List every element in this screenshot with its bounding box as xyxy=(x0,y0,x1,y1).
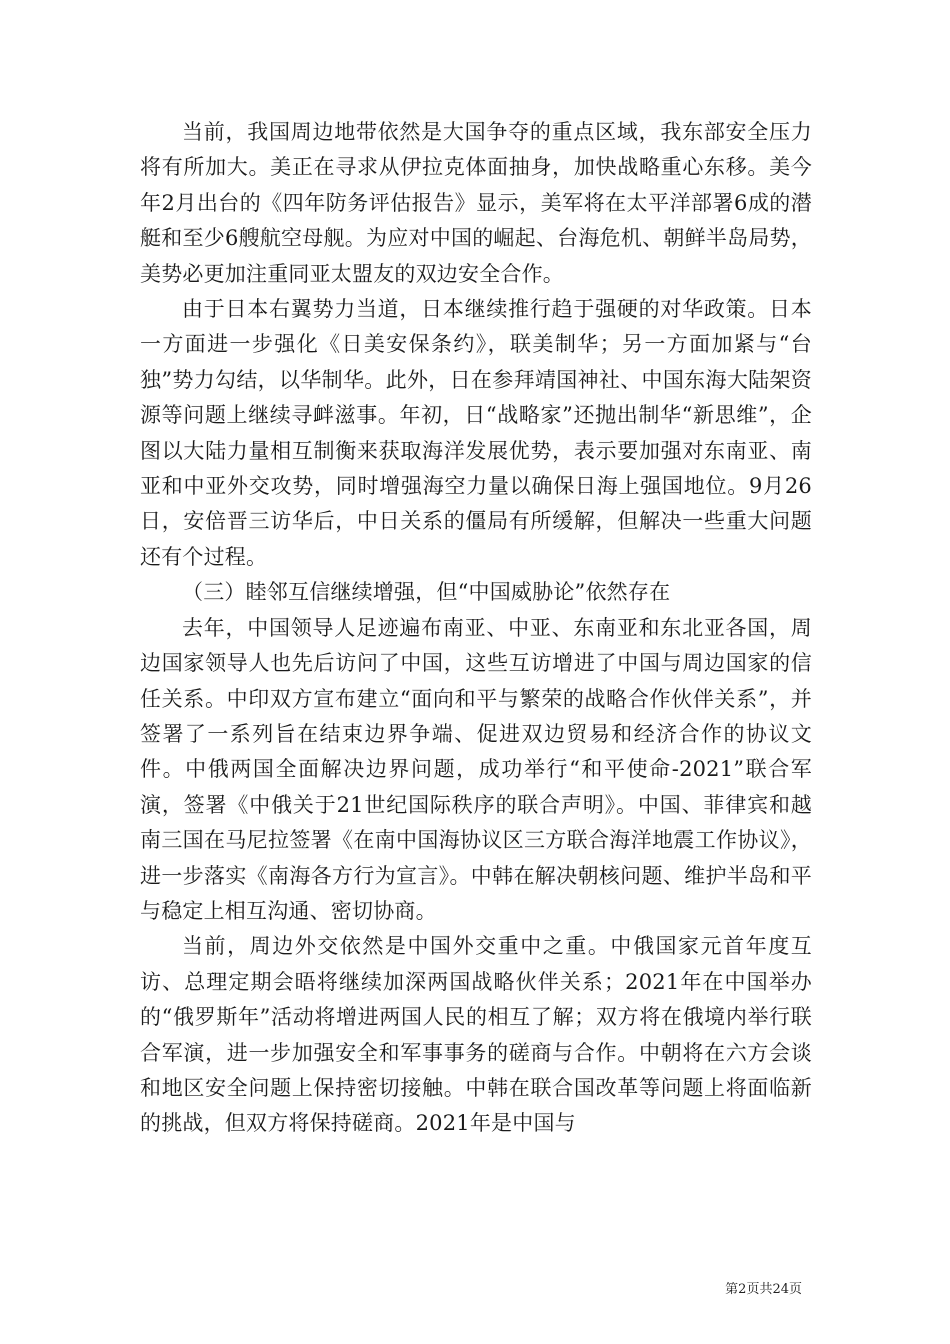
paragraph-neighbor-visits: 去年，中国领导人足迹遍布南亚、中亚、东南亚和东北亚各国，周边国家领导人也先后访问了中国，这些互访增进了中国与周边国家的信任关系。中印双方宣布建立“面向和平与繁荣的战略合作伙伴关系”，并签署了一系列旨在结束边界争端、促进双边贸易和经济合作的协议文件。中俄两国全面解决边界问题，成功举行“和平使命-2021”联合军演，签署《中俄关于21世纪国际秩序的联合声明》。中国、菲律宾和越南三国在马尼拉签署《在南中国海协议区三方联合海洋地震工作协议》，进一步落实《南海各方行为宣言》。中韩在解决朝核问题、维护半岛和平与稳定上相互沟通、密切协商。 xyxy=(140,615,812,923)
section-heading: （三）睦邻互信继续增强，但“中国威胁论”依然存在 xyxy=(182,580,671,605)
paragraph-us-strategy: 当前，我国周边地带依然是大国争夺的重点区域，我东部安全压力将有所加大。美正在寻求从伊拉克体面抽身，加快战略重心东移。美今年2月出台的《四年防务评估报告》显示，美军将在太平洋部署6成的潜艇和至少6艘航空母舰。为应对中国的崛起、台海危机、朝鲜半岛局势，美势必更加注重同亚太盟友的双边安全合作。 xyxy=(140,120,812,286)
page-number-footer: 第2页共24页 xyxy=(725,1282,802,1297)
paragraph-neighbor-diplomacy: 当前，周边外交依然是中国外交重中之重。中俄国家元首年度互访、总理定期会晤将继续加深两国战略伙伴关系；2021年在中国举办的“俄罗斯年”活动将增进两国人民的相互了解；双方将在俄境内举行联合军演，进一步加强安全和军事事务的磋商与合作。中朝将在六方会谈和地区安全问题上保持密切接触。中韩在联合国改革等问题上将面临新的挑战，但双方将保持磋商。2021年是中国与 xyxy=(140,934,812,1136)
paragraph-japan-policy: 由于日本右翼势力当道，日本继续推行趋于强硬的对华政策。日本一方面进一步强化《日美安保条约》，联美制华；另一方面加紧与“台独”势力勾结，以华制华。此外，日在参拜靖国神社、中国东海大陆架资源等问题上继续寻衅滋事。年初，日“战略家”还抛出制华“新思维”，企图以大陆力量相互制衡来获取海洋发展优势，表示要加强对东南亚、南亚和中亚外交攻势，同时增强海空力量以确保日海上强国地位。9月26日，安倍晋三访华后，中日关系的僵局有所缓解，但解决一些重大问题还有个过程。 xyxy=(140,297,812,569)
document-body xyxy=(140,115,812,1142)
